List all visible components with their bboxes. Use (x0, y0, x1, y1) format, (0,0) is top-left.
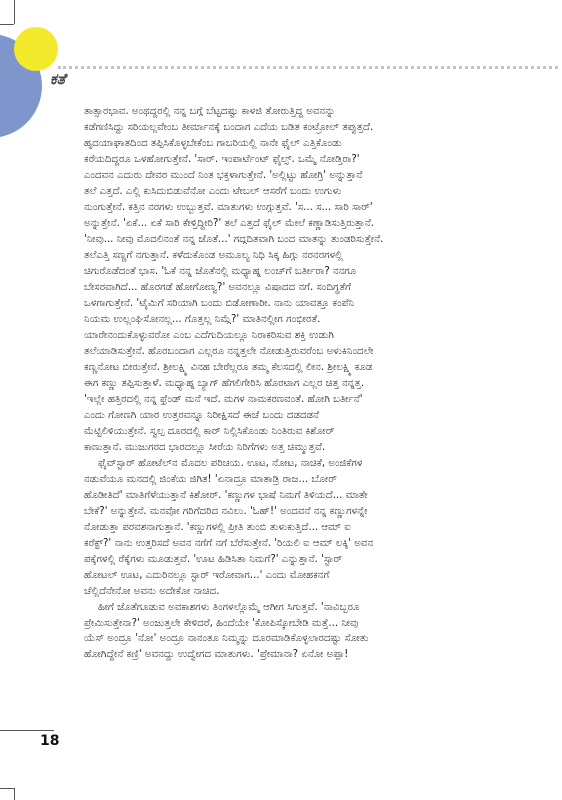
text-line: ಕಣ್ಣನೋಟ ಬೀರುತ್ತೇನೆ. ಶ್ರೀಲಕ್ಷ್ಮಿ ವಿನಹ ಬೇರೆಲ್ಲರೂ ತಮ್ಮ ಕೆಲಸದಲ್ಲಿ ಲೀನ. ಶ್ರೀಲಕ್ಷ್ಮಿ ಕೂಡ (84, 361, 373, 373)
text-line: ಎಂದವನ ಎದುರು ದೇವರ ಮುಂದೆ ನಿಂತ ಭಕ್ತಳಾಗುತ್ತೇನೆ. 'ಅಲ್ಲಿಟ್ಟು ಹೋಗ್ರಿ' ಅನ್ನುತ್ತಾನೆ (84, 169, 363, 181)
text-line: ಎಂದು ಗೋಣಗಿ ಯಾರ ಉತ್ತರವನ್ನೂ ನಿರೀಕ್ಷಿಸದೆ ಈಚೆ ಬಂದು ದಡದಡನೆ (84, 409, 320, 421)
text-line: ನಡುವೆಯೂ ಮನದಲ್ಲಿ ಜಿಂಕೆಯ ಜಿಗಿತ! 'ಏನಾದ್ರೂ ಮಾತಾಡ್ರಿ ರಾಜ... ಬೋರ್ (84, 473, 337, 485)
text-line: ತಲೆ ಎತ್ತದೆ. ಎಲ್ಲಿ ಕುಸಿದುಬಿಡುವೆನೋ ಎಂದು ಟೇಬಲ್ ಆಸರೆಗೆ ಬಂದು ಉಗುಳು (84, 185, 342, 197)
page-number: 18 (40, 733, 60, 749)
text-line: ಕಡೆಗಣಿಸಿದ್ದು ಸರಿಯಲ್ಲವೇಂಬ ತೀರ್ಮಾನಕ್ಕೆ ಬಂದಾಗ ಎದೆಯ ಬಡಿತ ಕಂಟ್ರೋಲ್ ತಪ್ಪುತ್ತದೆ. (84, 121, 374, 133)
text-line: ಒಳಗಾಗುತ್ತೇನೆ. 'ಟೈಮಿಗೆ ಸರಿಯಾಗಿ ಬಂದು ಬಿಡೋಣಾರೀ. ನಾನು ಯಾವತ್ತೂ ಕಂಪೆನಿ (84, 297, 355, 309)
text-line: ಪಕ್ಕೆಗಳಲ್ಲಿ ರೆಕ್ಕೆಗಳು ಮೂಡುತ್ತವೆ. 'ಊಟ ಹಿಡಿಸಿತಾ ನಿಮಗೆ?' ಎನ್ನುತ್ತಾನೆ. 'ಸ್ಟಾರ್ (84, 553, 343, 565)
text-line: 'ಇಲ್ಲೇ ಹತ್ತಿರದಲ್ಲಿ ನನ್ನ ಫ್ರೆಂಡ್ ಮನೆ ಇದೆ. ಮಗಳ ನಾಮಕರಣವಂತೆ. ಹೋಗಿ ಬರ್ತೀನೆ' (84, 393, 363, 405)
footer-rule (0, 730, 54, 731)
text-line: ಮೆಟ್ಟಿಲಿಳಿಯುತ್ತೇನೆ. ಸ್ವಲ್ಪ ದೂರದಲ್ಲಿ ಕಾರ್ ನಿಲ್ಲಿಸಿಕೊಂಡು ನಿಂತಿರುವ ಕಿಶೋರ್ (84, 425, 335, 437)
text-line: ಫೈವ್‌ಸ್ಟಾರ್ ಹೋಟೆಲ್‌ನ ಮೊದಲ ಪರಿಚಯ. ಊಟ, ನೋಟ, ನಾಚಿಕೆ, ಅಂಜಿಕೆಗಳ (98, 457, 363, 469)
dotted-header-rule (58, 66, 558, 69)
text-line: ಅನ್ನುತ್ತೇನೆ. 'ಏಕೆ... ಏಕೆ ಸಾರಿ ಕೇಳ್ತಿದ್ದೀರಿ?' ತಲೆ ಎತ್ತದೆ ಫೈಲ್ ಮೇಲೆ ಕಣ್ಣಾಡಿಸುತ್ತಿರುತ್ತಾನೆ. (84, 217, 375, 229)
text-line: ಈಗ ಕಣ್ಣು ತಪ್ಪಿಸುತ್ತಾಳೆ. ಮಧ್ಯಾಹ್ನ ಬ್ಯಾಗ್ ಹೆಗಲಿಗೇರಿಸಿ ಹೊರಟಾಗ ಎಲ್ಲರ ಚಿತ್ತ ನನ್ನತ್ತ. (84, 377, 365, 389)
text-line: 'ನೀವು... ನೀವು ಮೊದಲಿನಂತೆ ನನ್ನ ಜೊತೆ...' ಗದ್ಗದಿತವಾಗಿ ಬಂದ ಮಾತನ್ನು ತುಂಡರಿಸುತ್ತೇನೆ. (84, 233, 384, 245)
text-line: ಯೆಸ್ ಅಂದ್ರೂ 'ನೋ' ಅಂದ್ರೂ ನಾನಂತೂ ನಿಮ್ಮನ್ನು ದೂರಮಾಡಿಕೊಳ್ಳಲಾರದಷ್ಟು ಸೋತು (84, 633, 369, 645)
text-line: ಹೋಗಿದ್ದೇನೆ ಕಣ್ರಿ' ಅವನದ್ದು ಉದ್ವೇಗದ ಮಾತುಗಳು. 'ಪ್ರೇಮಾನಾ? ಏನೋ ಅಪ್ಪಾ! (84, 649, 349, 661)
text-line: ತಲೆಯಾಡಿಸುತ್ತೇನೆ. ಹೊರಬಂದಾಗ ಎಲ್ಲರೂ ನನ್ನತ್ತಲೇ ನೋಡುತ್ತಿರುವರೆಂಬ ಅಳುಕಿನಿಂದಲೇ (84, 345, 374, 357)
text-line: ಹೀಗೆ ಜೊತೆಗೂಡುವ ಅವಕಾಶಗಳು ತಿಂಗಳಲ್ಲೊಮ್ಮೆ ಆಗೀಗ ಸಿಗುತ್ತವೆ. 'ನಾವಿಬ್ಬರೂ (98, 601, 360, 613)
crop-mark-bottom-left-v (14, 788, 15, 800)
text-line: ಬೇಸರವಾಗಿದೆ... ಹೊರಗಡೆ ಹೋಗೋಣ್ವ?' ಅವನಲ್ಲೂ ವಿಷಾದದ ನಗೆ. ಸಂದಿಗ್ಧತೆಗೆ (84, 281, 352, 293)
text-line: ನಿಯಮ ಉಲ್ಲಂಘಿಸೋನಲ್ಲ... ಗೊತ್ತಲ್ಲ ನಿಮ್ಗೆ?' ಮಾತಿನಲ್ಲೀಗ ಗಂಭೀರತೆ. (84, 313, 321, 325)
text-line: ನುಂಗುತ್ತೇನೆ. ಕತ್ತಿನ ನರಗಳು ಉಬ್ಬುತ್ತವೆ. ಮಾತುಗಳು ಉಗ್ಗುತ್ತವೆ. 'ಸ... ಸ... ಸಾರಿ ಸಾರ್' (84, 201, 373, 213)
text-line: ಪ್ರೇಮಿಸುತ್ತೇನಾ?' ಅಂಜುತ್ತಲೇ ಕೇಳಿದರೆ, ಹಿಂದೆಯೇ 'ಕೋಪಿಸ್ಕೋಬೇಡಿ ಮತ್ತೆ... ನೀವು (84, 617, 359, 629)
text-line: ತಾತ್ಸಾರಭಾವ. ಅಂಥದ್ದರಲ್ಲಿ ನನ್ನ ಬಗ್ಗೆ ಬೆಟ್ಟದಷ್ಟು ಕಾಳಜಿ ತೋರುತ್ತಿದ್ದ ಅವನನ್ನು (84, 106, 336, 117)
text-line: ನೋಡುತ್ತಾ ಪರವಶನಾಗುತ್ತಾನೆ. 'ಕಣ್ಣುಗಳಲ್ಲಿ ಪ್ರೀತಿ ತುಂಬಿ ತುಳುಕುತ್ತಿದೆ... ಆಮ್ ಐ (84, 521, 351, 533)
text-line: ಕರೆಯದಿದ್ದರೂ ಒಳಹೋಗುತ್ತೇನೆ. 'ಸಾರ್. ಇಂಪಾರ್ಟೆಂಟ್ ಫೈಲ್ಸ್. ಒಮ್ಮೆ ನೋಡ್ತಿರಾ?' (84, 153, 360, 165)
text-line: ತಲೆಎತ್ತಿ ಸಣ್ಣಗೆ ನಗುತ್ತಾನೆ. ಕಳೆದುಕೊಂಡ ಅಮೂಲ್ಯ ನಿಧಿ ಸಿಕ್ಕ ಹಿಗ್ಗು ನರನರಗಳಲ್ಲಿ (84, 249, 343, 261)
story-body (84, 104, 548, 663)
text-line: ಯಾರೇನಂದುಕೊಳ್ಳುವರೋ ಎಂಬ ಎದೆಗುದಿಯಲ್ಲೂ ನಿರಾಕರಿಸುವ ಶಕ್ತಿ ಉಡುಗಿ (84, 329, 334, 341)
text-line: ಕರೆಕ್ಟ್?' ನಾನು ಉತ್ತರಿಸದೆ ಅವನ ನಗೆಗೆ ನಗೆ ಬೆರೆಸುತ್ತೇನೆ. 'ರಿಯಲಿ ಐ ಆಮ್ ಲಕ್ಕಿ' ಅವನ (84, 537, 374, 549)
text-line: ಚಿಗುರೊಡೆದಂತೆ ಭಾಸ. 'ಓಕೆ ನನ್ನ ಜೊತೆನಲ್ಲಿ ಮಧ್ಯಾಹ್ನ ಲಂಚ್‌ಗೆ ಬರ್ತೀರಾ? ನನಗೂ (84, 265, 357, 277)
section-label: ಕತೆ (50, 70, 66, 88)
decorative-yellow-circle (14, 27, 58, 71)
crop-mark-top-left-v (14, 0, 15, 24)
text-line: ಹೃದಯಾಘಾತದಿಂದ ತಪ್ಪಿಸಿಕೊಳ್ಳಬೇಕೆಂಬ ಗಾಬರಿಯಲ್ಲಿ ನಾನೇ ಫೈಲ್ ಎತ್ತಿಕೊಂಡು (84, 137, 342, 149)
text-line: ಚೆಲ್ಲಿದೆನೇನೋ ಅವನು ಅದೇಕೋ ನಾಚಿದ. (84, 585, 220, 597)
text-line: ಹೋಟಲ್ ಊಟ, ಎದುರಿನಲ್ಲೂ ಸ್ಟಾರ್ ಇರೋವಾಗ...' ಎಂದು ಮೋಹಕನಗೆ (84, 569, 330, 581)
crop-mark-top-left-h (0, 24, 14, 25)
text-line: ಹೊಡೀತಿದೆ' ಮಾತಿಗೆಳೆಯುತ್ತಾನೆ ಕಿಶೋರ್. 'ಕಣ್ಣುಗಳ ಭಾಷೆ ನಿಮಗೆ ತಿಳಿಯದೆ... ಮಾತೇ (84, 489, 368, 501)
text-line: ಕಾಣುತ್ತಾನೆ. ಮುಜುಗರದ ಭಾರದಲ್ಲೂ ಸೀರೆಯ ನಿರಿಗೆಗಳು ಅತ್ತ ಚಿಮ್ಮುತ್ತವೆ. (84, 441, 326, 453)
text-line: ಬೇಕೆ?' ಅನ್ನುತ್ತೇನೆ. ಮನವೋ ಗರಿಗೆದರಿದ ನವಿಲು. 'ಓಹ್!' ಅಂದವನೆ ನನ್ನ ಕಣ್ಣುಗಳನ್ನೇ (84, 505, 368, 517)
crop-mark-bottom-left-h (0, 788, 14, 789)
